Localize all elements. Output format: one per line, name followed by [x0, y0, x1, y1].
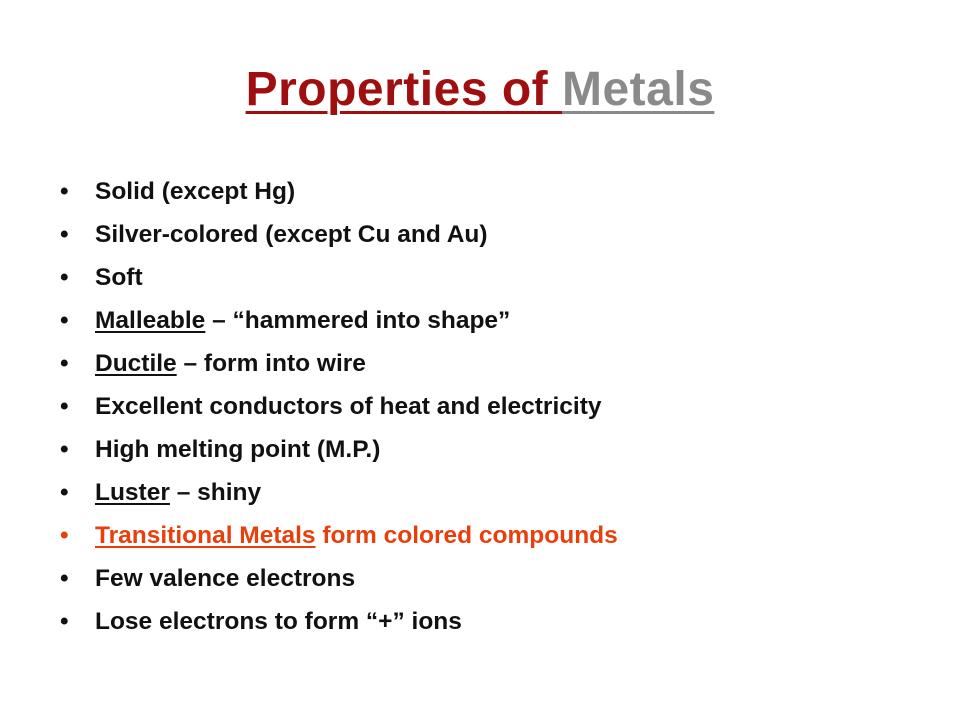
bullet-body: High melting point (M.P.): [95, 436, 381, 463]
bullet-dot: •: [60, 307, 69, 334]
title-part-metals: Metals: [562, 63, 715, 116]
bullet-dot: •: [60, 522, 69, 549]
bullet-text: [95, 299, 510, 342]
bullet-text: [95, 600, 462, 643]
bullet-term: Transitional Metals: [95, 522, 316, 549]
bullet-item: [60, 385, 940, 428]
bullet-item: [60, 557, 940, 600]
bullet-text: [95, 385, 601, 428]
bullet-body: Silver-colored (except Cu and Au): [95, 221, 488, 248]
slide-title: [0, 58, 960, 122]
bullet-body: Few valence electrons: [95, 565, 356, 592]
bullet-body: Soft: [95, 264, 143, 291]
bullet-item: [60, 170, 940, 213]
bullet-item: [60, 213, 940, 256]
bullet-text: [95, 342, 366, 385]
bullet-item: [60, 471, 940, 514]
bullet-text: [95, 213, 488, 256]
bullet-item: [60, 342, 940, 385]
bullet-list: [60, 170, 940, 643]
bullet-item-highlighted: [60, 514, 940, 557]
bullet-dot: •: [60, 178, 69, 205]
bullet-term: Malleable: [95, 307, 206, 334]
bullet-term: Luster: [95, 479, 170, 506]
bullet-body: Lose electrons to form “+” ions: [95, 608, 462, 635]
bullet-body: – “hammered into shape”: [205, 307, 511, 334]
bullet-dot: •: [60, 264, 69, 291]
bullet-item: [60, 600, 940, 643]
bullet-dot: •: [60, 565, 69, 592]
title-part-properties-of: Properties of: [245, 63, 562, 116]
bullet-dot: •: [60, 436, 69, 463]
bullet-text: [95, 471, 261, 514]
bullet-dot: •: [60, 350, 69, 377]
bullet-text: [95, 256, 143, 299]
bullet-item: [60, 256, 940, 299]
bullet-item: [60, 299, 940, 342]
bullet-dot: •: [60, 608, 69, 635]
bullet-body: – form into wire: [176, 350, 366, 377]
bullet-text: [95, 170, 295, 213]
bullet-body: Solid (except Hg): [95, 178, 296, 205]
bullet-dot: •: [60, 221, 69, 248]
bullet-item: [60, 428, 940, 471]
bullet-term: Ductile: [95, 350, 177, 377]
bullet-body: – shiny: [169, 479, 262, 506]
bullet-body: Excellent conductors of heat and electricity: [95, 393, 602, 420]
bullet-dot: •: [60, 479, 69, 506]
bullet-text: [95, 514, 618, 557]
bullet-body: form colored compounds: [315, 522, 618, 549]
bullet-text: [95, 557, 355, 600]
bullet-dot: •: [60, 393, 69, 420]
bullet-text: [95, 428, 380, 471]
